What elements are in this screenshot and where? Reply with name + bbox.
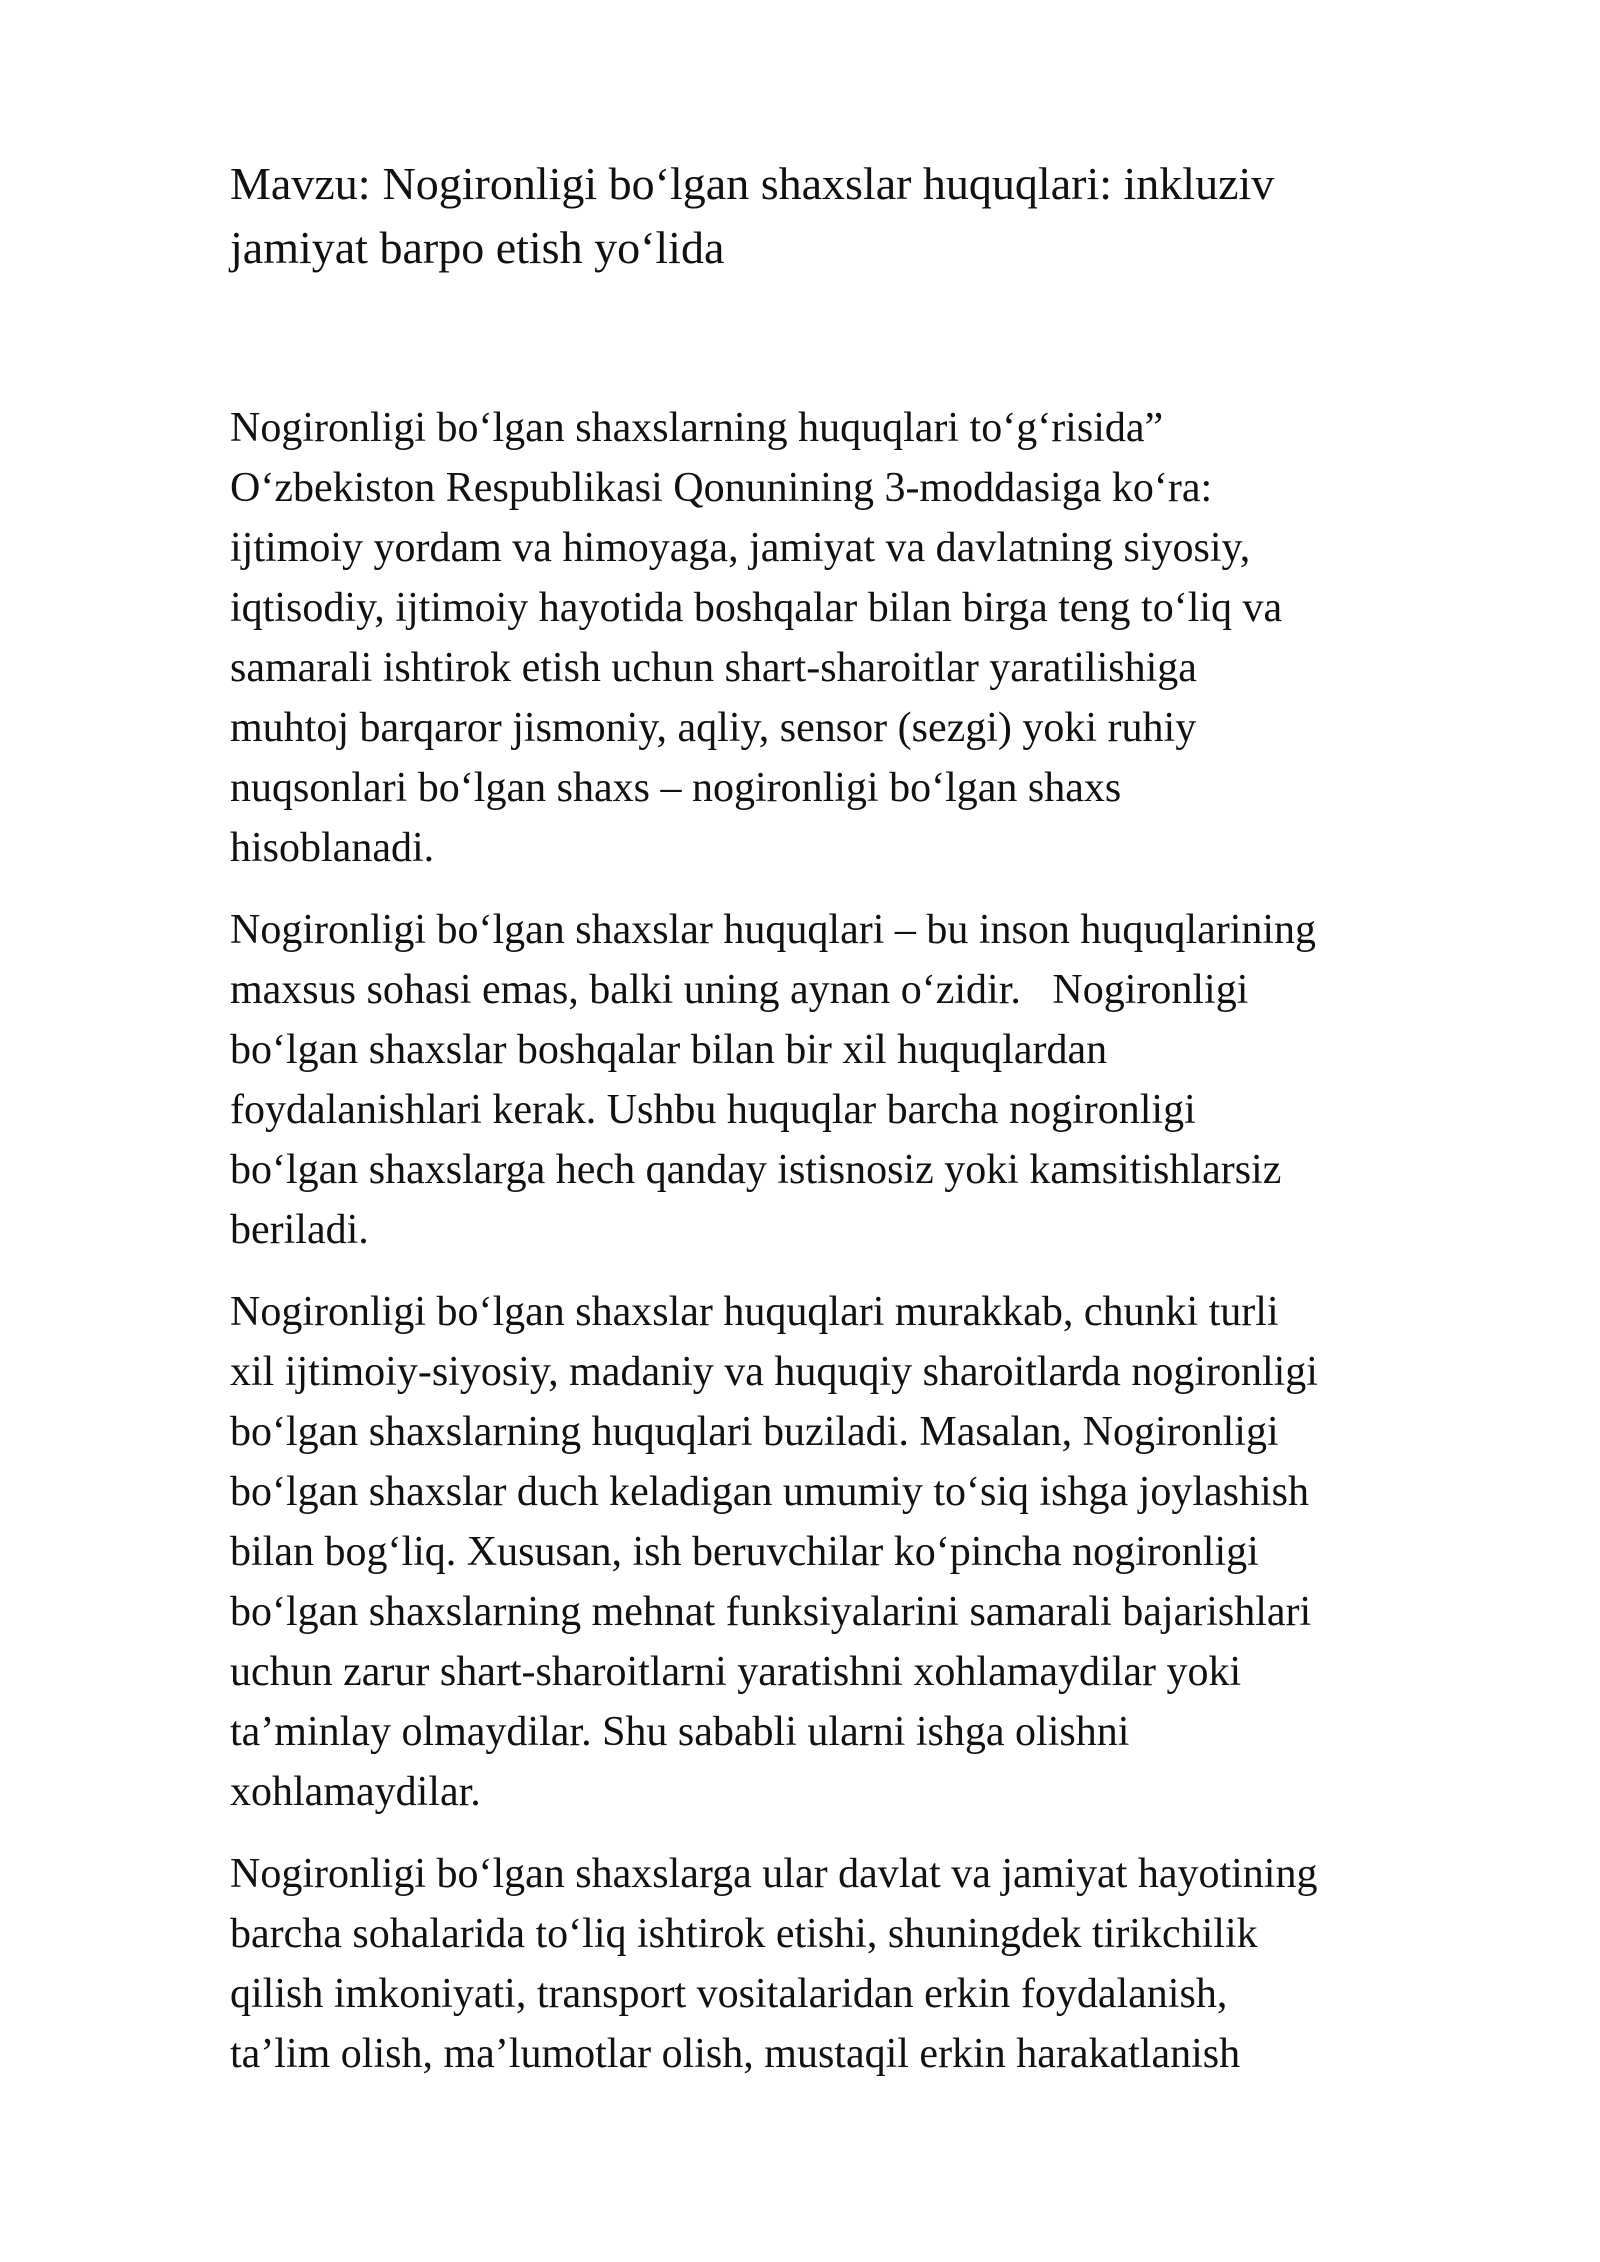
text-line: Nogironligi bo‘lgan shaxslarning huquqlari to‘g‘risida” xyxy=(230,405,1164,451)
text-line: bo‘lgan shaxslarning mehnat funksiyalarini samarali bajarishlari xyxy=(230,1589,1312,1635)
text-line: Nogironligi bo‘lgan shaxslarga ular davlat va jamiyat hayotining xyxy=(230,1851,1318,1897)
paragraph-1 xyxy=(230,398,1530,878)
text-line: bilan bog‘liq. Xususan, ish beruvchilar ko‘pincha nogironligi xyxy=(230,1529,1259,1575)
text-line: hisoblanadi. xyxy=(230,825,435,871)
title-text: Nogironligi bo‘lgan shaxslar huquqlari: inkluziv xyxy=(382,158,1275,209)
text-line: bo‘lgan shaxslar duch keladigan umumiy to‘siq ishga joylashish xyxy=(230,1469,1309,1515)
text-line: nuqsonlari bo‘lgan shaxs – nogironligi bo‘lgan shaxs xyxy=(230,765,1122,811)
paragraph-2 xyxy=(230,900,1530,1260)
text-line: bo‘lgan shaxslarga hech qanday istisnosiz yoki kamsitishlarsiz xyxy=(230,1147,1282,1193)
text-line: Nogironligi bo‘lgan shaxslar huquqlari – bu inson huquqlarining xyxy=(230,907,1317,953)
title-line xyxy=(230,152,1530,216)
text-line: bo‘lgan shaxslar boshqalar bilan bir xil huquqlardan xyxy=(230,1027,1108,1073)
paragraph-4 xyxy=(230,1844,1530,2084)
text-line: xohlamaydilar. xyxy=(230,1769,481,1815)
text-line: ta’lim olish, ma’lumotlar olish, mustaqil erkin harakatlanish xyxy=(230,2031,1241,2077)
text-line: xil ijtimoiy-siyosiy, madaniy va huquqiy sharoitlarda nogironligi xyxy=(230,1349,1318,1395)
text-line: Nogironligi bo‘lgan shaxslar huquqlari murakkab, chunki turli xyxy=(230,1289,1279,1335)
text-line: foydalanishlari kerak. Ushbu huquqlar barcha nogironligi xyxy=(230,1087,1196,1133)
title-line: jamiyat barpo etish yo‘lida xyxy=(230,222,725,273)
text-line: barcha sohalarida to‘liq ishtirok etishi, shuningdek tirikchilik xyxy=(230,1911,1258,1957)
paragraph-3 xyxy=(230,1282,1530,1822)
title-prefix: Mavzu: xyxy=(230,158,371,209)
document-title xyxy=(230,152,1530,280)
document-content xyxy=(230,152,1530,2106)
text-line: iqtisodiy, ijtimoiy hayotida boshqalar bilan birga teng to‘liq va xyxy=(230,585,1283,631)
text-line: ta’minlay olmaydilar. Shu sababli ularni ishga olishni xyxy=(230,1709,1130,1755)
text-line: uchun zarur shart-sharoitlarni yaratishni xohlamaydilar yoki xyxy=(230,1649,1242,1695)
text-line: ijtimoiy yordam va himoyaga, jamiyat va davlatning siyosiy, xyxy=(230,525,1251,571)
document-body xyxy=(230,398,1530,2084)
text-line: O‘zbekiston Respublikasi Qonunining 3-moddasiga ko‘ra: xyxy=(230,465,1213,511)
text-line: muhtoj barqaror jismoniy, aqliy, sensor (sezgi) yoki ruhiy xyxy=(230,705,1197,751)
text-line: maxsus sohasi emas, balki uning aynan o‘zidir. Nogironligi xyxy=(230,967,1249,1013)
text-line: beriladi. xyxy=(230,1207,369,1253)
text-line: qilish imkoniyati, transport vositalaridan erkin foydalanish, xyxy=(230,1971,1228,2017)
text-line: bo‘lgan shaxslarning huquqlari buziladi. Masalan, Nogironligi xyxy=(230,1409,1279,1455)
text-line: samarali ishtirok etish uchun shart-sharoitlar yaratilishiga xyxy=(230,645,1197,691)
